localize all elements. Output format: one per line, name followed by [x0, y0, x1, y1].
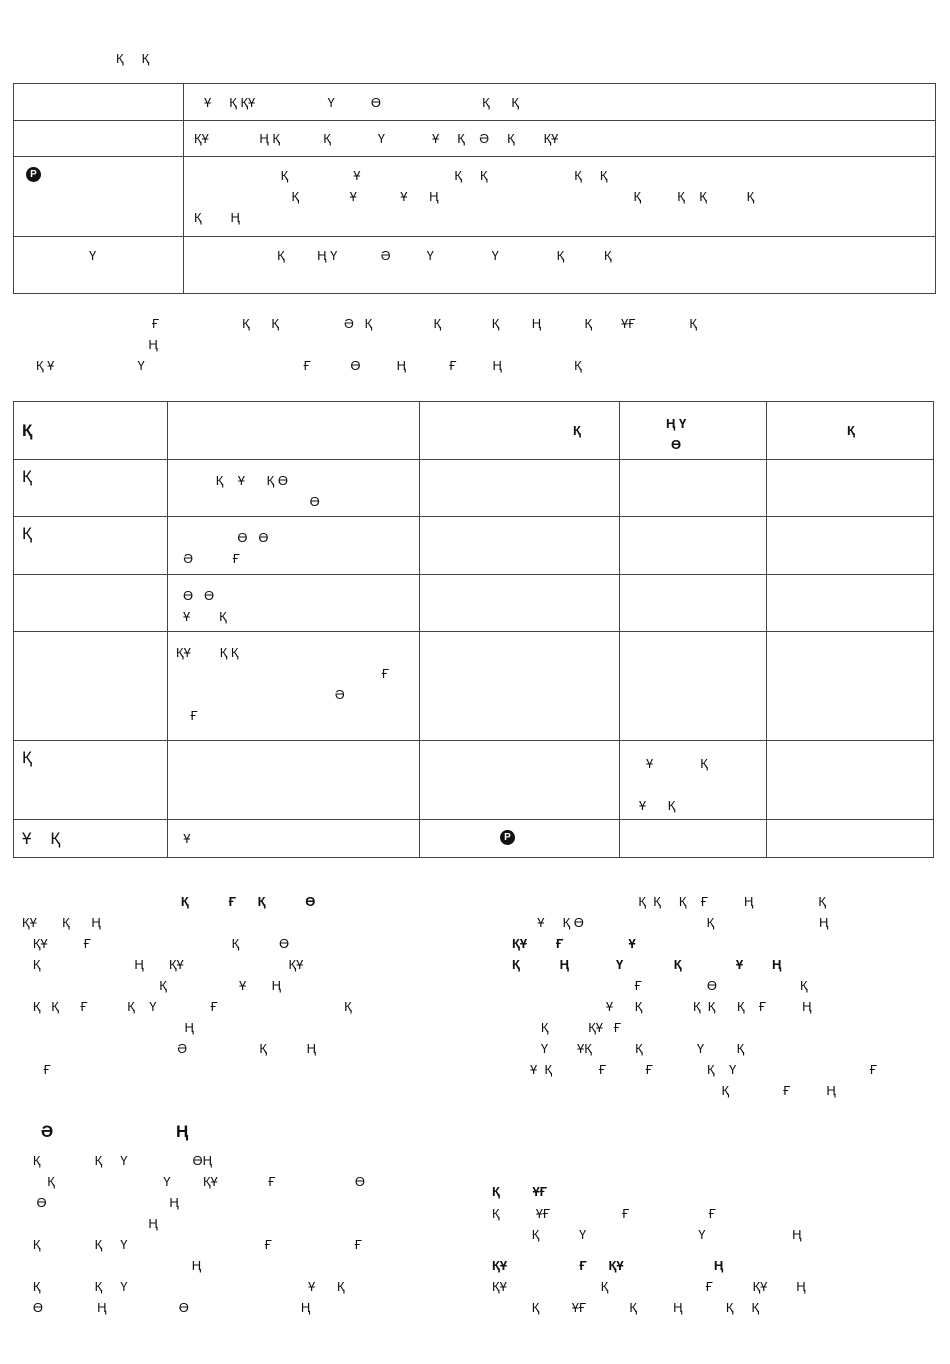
cell-text: Ұ Қ: [22, 829, 61, 848]
table-cell: [168, 632, 420, 741]
info-value: [184, 84, 936, 121]
text-line: Ұ Қ Қ Қ Қ Ғ Ң: [512, 999, 812, 1014]
info-label: [14, 121, 184, 157]
text-line: ҚҰ Ғ ҚҰ Ң: [492, 1258, 724, 1273]
table-cell: [14, 741, 168, 820]
text-line: Қ Ү ҚҰ Ғ Ө: [22, 1174, 365, 1189]
info-value-line: Қ Ұ Ұ Ң Қ Қ Қ Қ: [194, 189, 755, 204]
table-cell: [168, 517, 420, 575]
cell-text: Ұ: [176, 831, 191, 846]
page-header: Қ Қ: [116, 51, 150, 66]
table-cell: [14, 517, 168, 575]
text-line: Қ Ғ Ң: [512, 1083, 836, 1098]
text-line: Қ Қ Ү ӨҢ: [22, 1153, 212, 1168]
text-line: Қ Ғ Қ Ө: [22, 894, 316, 909]
table-row: [14, 632, 934, 741]
text-line: Қ Қ Ғ Қ Ү Ғ Қ: [22, 999, 352, 1014]
table-cell: [420, 517, 620, 575]
cell-text: Ұ Қ Ұ Қ: [638, 756, 708, 813]
header-text: Қ: [573, 423, 581, 438]
table-header-cell: [168, 402, 420, 460]
table-cell: [767, 517, 934, 575]
cell-text: Қ: [22, 748, 32, 767]
table-header-cell: [620, 402, 767, 460]
info-label: [14, 237, 184, 294]
paragraph-line: Қ Ұ Ү Ғ Ө Ң Ғ Ң Қ: [36, 358, 582, 373]
table-cell: [168, 575, 420, 632]
table-cell: [620, 632, 767, 741]
info-table: [13, 83, 936, 294]
table-cell: [420, 575, 620, 632]
header-text: Қ: [22, 421, 33, 440]
table-cell: [620, 575, 767, 632]
text-line: Ә Қ Ң: [22, 1041, 317, 1056]
info-value-text: Қ Ң Ү Ә Ү Ү Қ Қ: [194, 248, 612, 263]
table-row: [14, 517, 934, 575]
table-cell: [620, 517, 767, 575]
text-line: Ұ Қ Ө Қ Ң: [512, 915, 829, 930]
header-text: Қ: [847, 423, 855, 438]
table-row: [14, 820, 934, 858]
table-cell: [420, 741, 620, 820]
cell-text: Ө Ө Ұ Қ: [183, 588, 227, 624]
text-line: Қ ҰҒ: [492, 1184, 548, 1199]
text-line: ҚҰ Қ Ң: [22, 915, 101, 930]
table-row: [14, 741, 934, 820]
table-cell: [767, 741, 934, 820]
cell-text: Қ: [22, 524, 32, 543]
text-line: ҚҰ Ғ Ұ: [512, 936, 636, 951]
text-line: Ғ Ө Қ: [512, 978, 808, 993]
table-cell: [168, 820, 420, 858]
info-value: [184, 121, 936, 157]
table-cell: [767, 632, 934, 741]
cell-text: Ө Ө Ә Ғ: [183, 530, 269, 566]
table-cell: [14, 820, 168, 858]
table-cell: [14, 460, 168, 517]
info-label-text: Ү: [89, 248, 97, 263]
text-line: Ң: [22, 1216, 158, 1231]
table-cell: [14, 632, 168, 741]
text-line: Қ ҚҰ Ғ: [512, 1020, 621, 1035]
cell-text: ҚҰ Қ Қ Ғ Ә Ғ: [176, 645, 389, 723]
text-line: Қ Ң ҚҰ ҚҰ: [22, 957, 304, 972]
info-value: [184, 237, 936, 294]
header-text: Ң Ү Ө: [666, 416, 687, 452]
circle-p-icon: P: [500, 830, 515, 845]
text-line: Қ Қ Ү Ғ Ғ: [22, 1237, 362, 1252]
text-line: Қ ҰҒ Ғ Ғ: [492, 1206, 716, 1221]
table-cell: [14, 575, 168, 632]
text-line: Ө Ң Ө Ң: [22, 1300, 311, 1315]
table-cell: [420, 820, 620, 858]
text-line: Ң: [22, 1258, 202, 1273]
paragraph-line: Ң: [22, 337, 158, 352]
table-cell: [620, 741, 767, 820]
paragraph-line: Ғ Қ Қ Ә Қ Қ Қ Ң Қ ҰҒ Қ: [22, 316, 697, 331]
text-line: Қ Ү Ү Ң: [492, 1227, 802, 1242]
info-label: [14, 157, 184, 237]
table-cell: [168, 460, 420, 517]
text-line: Ұ Қ Ғ Ғ Қ Ү Ғ: [512, 1062, 877, 1077]
table-cell: [767, 460, 934, 517]
table-cell: [420, 460, 620, 517]
text-line: Ү ҰҚ Қ Ү Қ: [512, 1041, 745, 1056]
text-line: ҚҰ Ғ Қ Ө: [22, 936, 290, 951]
table-header-cell: [767, 402, 934, 460]
text-line: Ң: [22, 1020, 194, 1035]
cell-text: Қ Ұ Қ Ө Ө: [215, 473, 320, 509]
text-line: Қ Ұ Ң: [22, 978, 281, 993]
table-cell: [420, 632, 620, 741]
table-header-cell: [14, 402, 168, 460]
info-value-text: ҚҰ Ң Қ Қ Ү Ұ Қ Ә Қ ҚҰ: [194, 131, 559, 146]
table-row: [14, 460, 934, 517]
text-line: Ғ: [22, 1062, 51, 1077]
cell-text: Қ: [22, 467, 32, 486]
text-line: Қ ҰҒ Қ Ң Қ Қ: [492, 1300, 760, 1315]
table-row: [14, 575, 934, 632]
text-line: ҚҰ Қ Ғ ҚҰ Ң: [492, 1279, 806, 1294]
main-table: [13, 401, 934, 858]
circle-p-icon: P: [26, 167, 41, 182]
table-cell: [168, 741, 420, 820]
info-value-text: Ұ Қ ҚҰ Ү Ө Қ Қ: [204, 95, 519, 110]
section-heading: Ә Ң: [22, 1122, 189, 1141]
info-value-line: Қ Ұ Қ Қ Қ Қ: [194, 168, 608, 183]
table-header-row: [14, 402, 934, 460]
table-cell: [767, 575, 934, 632]
table-header-cell: [420, 402, 620, 460]
text-line: Қ Қ Қ Ғ Ң Қ: [512, 894, 826, 909]
info-value: [184, 157, 936, 237]
info-value-line: Қ Ң: [194, 210, 240, 225]
text-line: Қ Қ Ү Ұ Қ: [22, 1279, 345, 1294]
info-label: [14, 84, 184, 121]
text-line: Қ Ң Ү Қ Ұ Ң: [512, 957, 782, 972]
text-line: Ө Ң: [22, 1195, 179, 1210]
table-cell: [767, 820, 934, 858]
table-cell: [620, 820, 767, 858]
table-cell: [620, 460, 767, 517]
